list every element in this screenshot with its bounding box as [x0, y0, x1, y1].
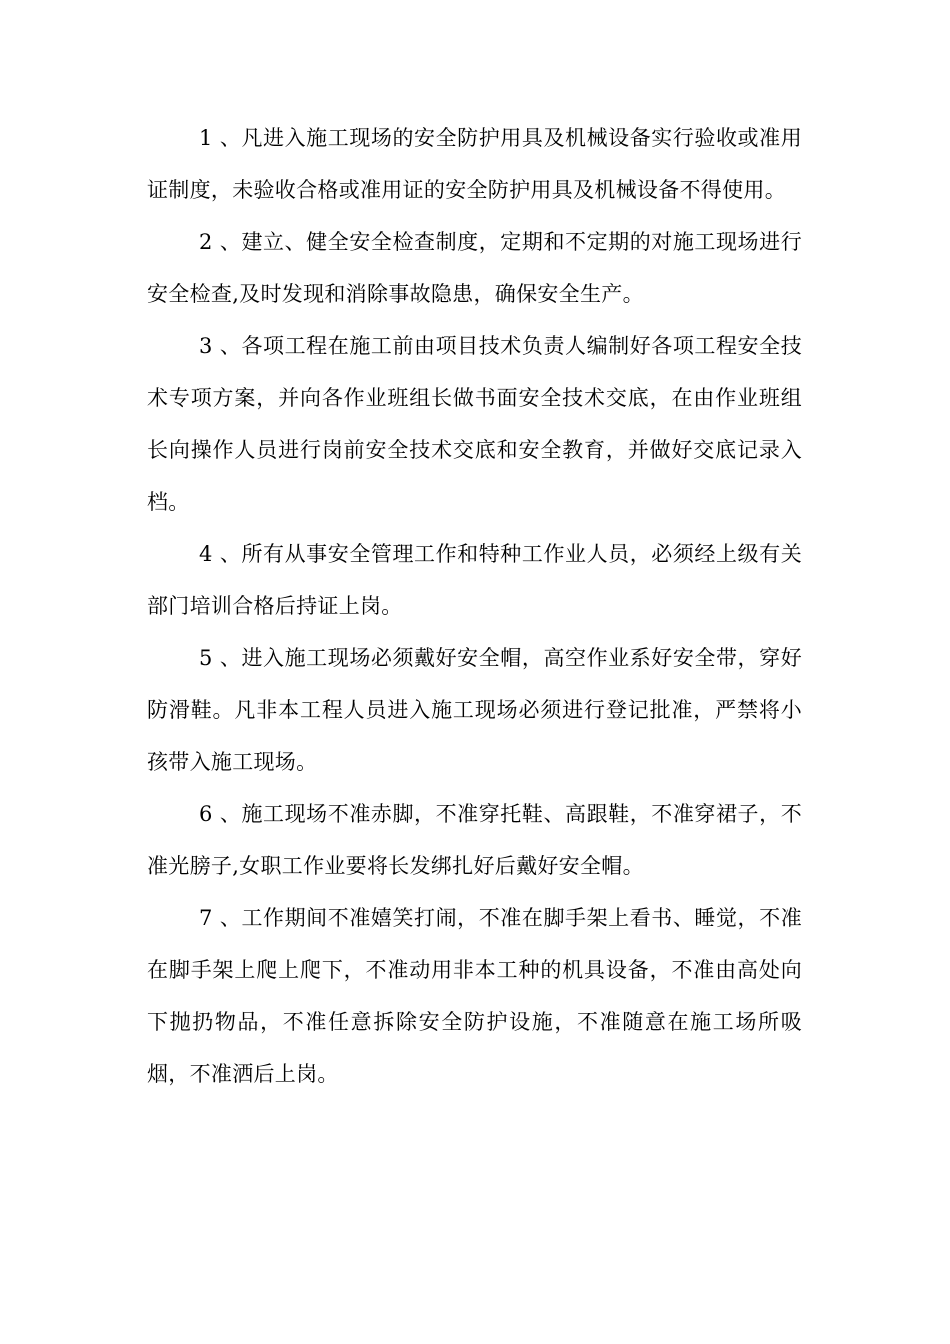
- document-body: [147, 112, 802, 1100]
- paragraph-5: 5 、进入施工现场必须戴好安全帽，高空作业系好安全带，穿好防滑鞋。凡非本工程人员进入施工现场必须进行登记批准，严禁将小孩带入施工现场。: [147, 646, 802, 774]
- paragraph-4: 4 、所有从事安全管理工作和特种工作业人员，必须经上级有关部门培训合格后持证上岗。: [147, 542, 802, 618]
- paragraph-7: 7 、工作期间不准嬉笑打闹，不准在脚手架上看书、睡觉，不准在脚手架上爬上爬下，不准动用非本工种的机具设备，不准由高处向下抛扔物品，不准任意拆除安全防护设施，不准随意在施工场所吸烟，不准洒后上岗。: [147, 906, 802, 1086]
- paragraph-6: 6 、施工现场不准赤脚，不准穿托鞋、高跟鞋，不准穿裙子，不准光膀子,女职工作业要将长发绑扎好后戴好安全帽。: [147, 802, 802, 878]
- paragraph-2: 2 、建立、健全安全检查制度，定期和不定期的对施工现场进行安全检查,及时发现和消除事故隐患，确保安全生产。: [147, 230, 802, 306]
- paragraph-3: 3 、各项工程在施工前由项目技术负责人编制好各项工程安全技术专项方案，并向各作业班组长做书面安全技术交底，在由作业班组长向操作人员进行岗前安全技术交底和安全教育，并做好交底记录入档。: [147, 334, 802, 514]
- paragraph-1: 1 、凡进入施工现场的安全防护用具及机械设备实行验收或准用证制度，未验收合格或准用证的安全防护用具及机械设备不得使用。: [147, 126, 802, 202]
